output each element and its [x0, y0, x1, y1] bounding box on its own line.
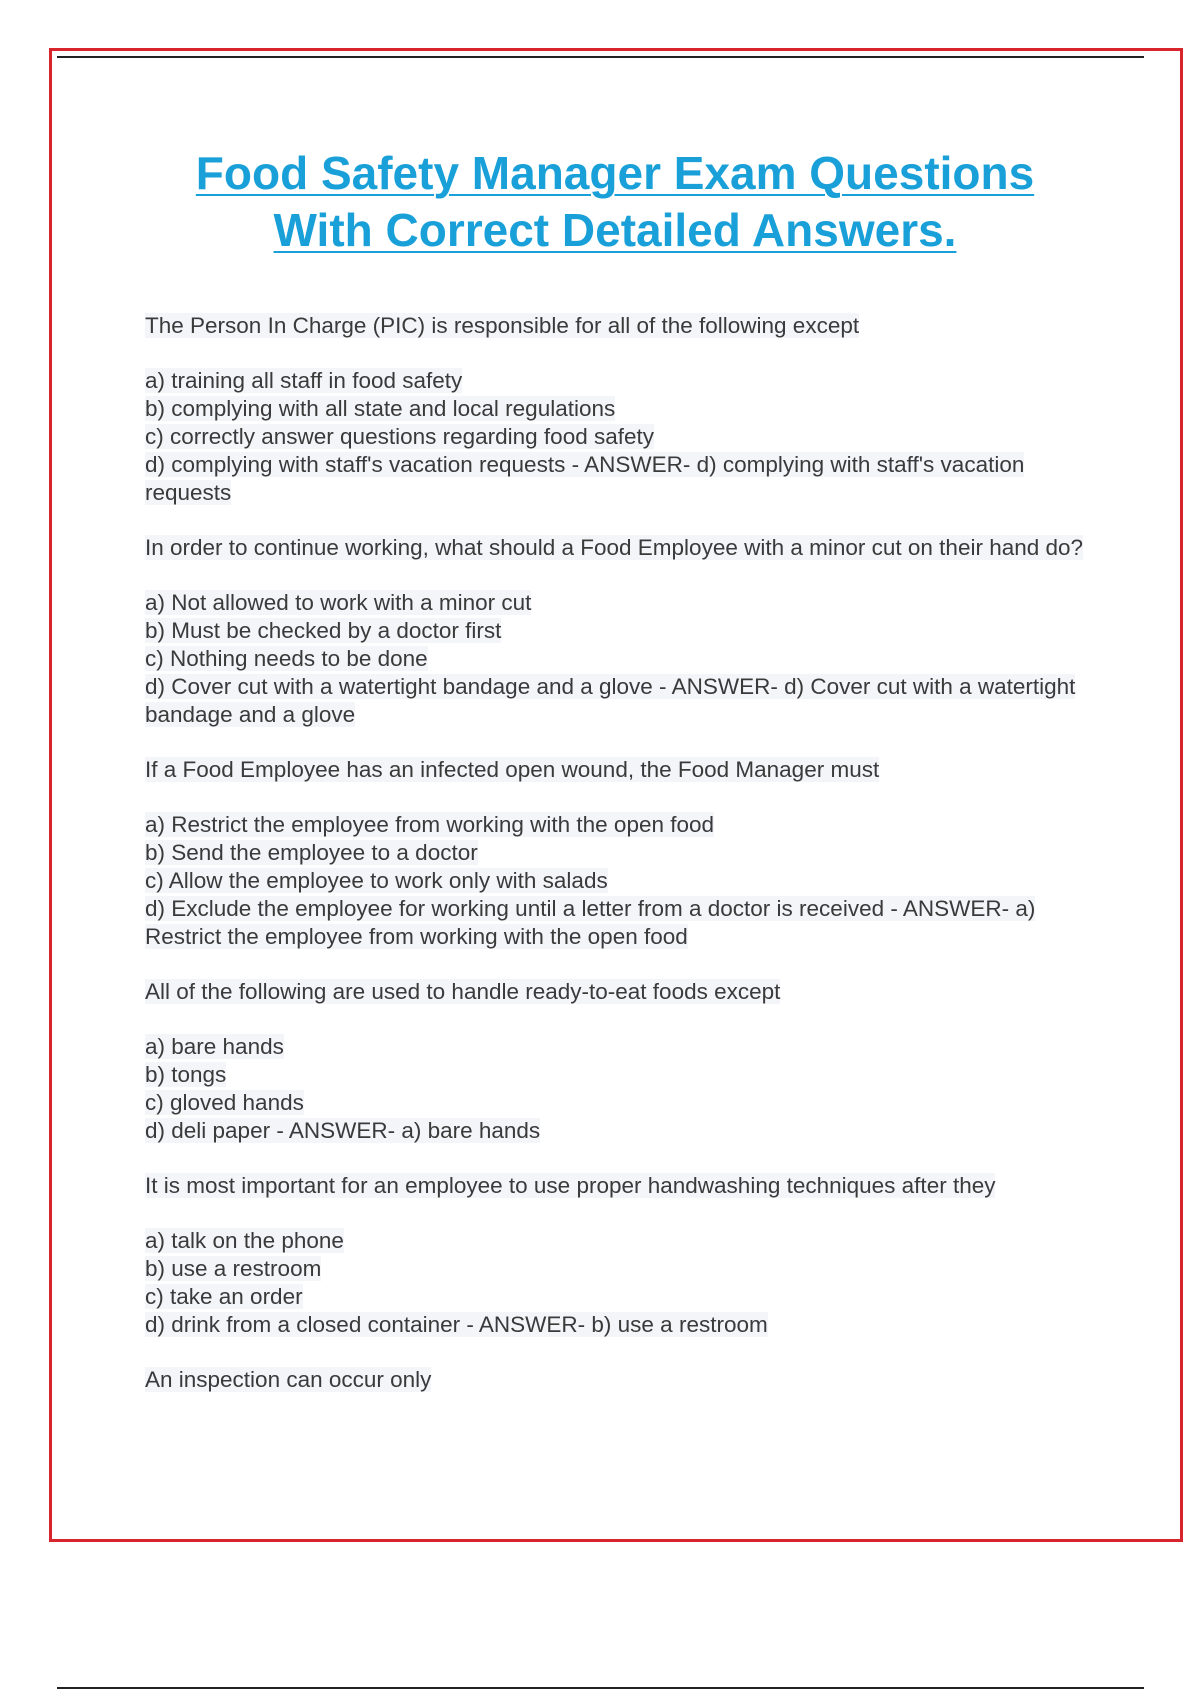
options-list	[145, 589, 1085, 729]
title-line-1: Food Safety Manager Exam Questions	[195, 147, 1035, 199]
question-text: All of the following are used to handle ready-to-eat foods except	[145, 979, 781, 1004]
option: c) Allow the employee to work only with salads	[145, 868, 608, 893]
options-list	[145, 1033, 1085, 1145]
option: c) take an order	[145, 1284, 303, 1309]
question-block	[145, 756, 1085, 951]
options-list	[145, 811, 1085, 951]
question-text: An inspection can occur only	[145, 1367, 432, 1392]
option: c) Nothing needs to be done	[145, 646, 428, 671]
option: a) Restrict the employee from working with the open food	[145, 812, 715, 837]
question-block	[145, 978, 1085, 1145]
option: a) training all staff in food safety	[145, 368, 463, 393]
question-block	[145, 1366, 1085, 1394]
options-list	[145, 1227, 1085, 1339]
question-text: It is most important for an employee to use proper handwashing techniques after they	[145, 1173, 996, 1198]
question-block	[145, 1172, 1085, 1339]
option-with-answer: d) complying with staff's vacation requests - ANSWER- d) complying with staff's vacation requests	[145, 452, 1025, 505]
option-with-answer: d) Exclude the employee for working until a letter from a doctor is received - ANSWER- a) Restrict the employee from working with the open food	[145, 896, 1036, 949]
option: a) talk on the phone	[145, 1228, 344, 1253]
document-title	[100, 145, 1130, 259]
title-line-2: With Correct Detailed Answers.	[273, 204, 957, 256]
option: c) correctly answer questions regarding food safety	[145, 424, 654, 449]
question-text: In order to continue working, what should a Food Employee with a minor cut on their hand do?	[145, 535, 1084, 560]
option: a) bare hands	[145, 1034, 284, 1059]
option-with-answer: d) deli paper - ANSWER- a) bare hands	[145, 1118, 541, 1143]
option: a) Not allowed to work with a minor cut	[145, 590, 532, 615]
options-list	[145, 367, 1085, 507]
option: c) gloved hands	[145, 1090, 304, 1115]
question-text: If a Food Employee has an infected open wound, the Food Manager must	[145, 757, 880, 782]
question-block	[145, 534, 1085, 729]
option: b) tongs	[145, 1062, 227, 1087]
question-block	[145, 312, 1085, 507]
option: b) Must be checked by a doctor first	[145, 618, 502, 643]
option-with-answer: d) Cover cut with a watertight bandage and a glove - ANSWER- d) Cover cut with a watertight bandage and a glove	[145, 674, 1076, 727]
option: b) complying with all state and local regulations	[145, 396, 616, 421]
option: b) use a restroom	[145, 1256, 322, 1281]
questions-list	[145, 312, 1085, 1421]
bottom-rule	[57, 1687, 1144, 1689]
option: b) Send the employee to a doctor	[145, 840, 478, 865]
option-with-answer: d) drink from a closed container - ANSWER- b) use a restroom	[145, 1312, 768, 1337]
question-text: The Person In Charge (PIC) is responsible for all of the following except	[145, 313, 860, 338]
